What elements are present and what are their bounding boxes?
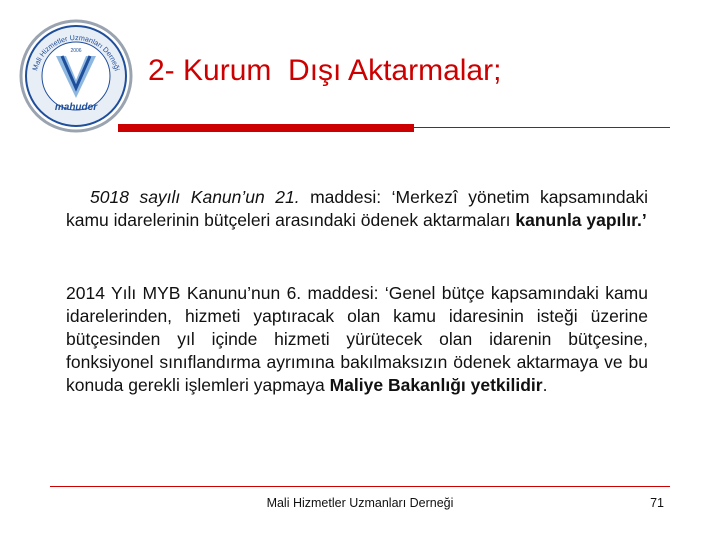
logo-ring-text: Mali Hizmetler Uzmanları Derneği (30, 32, 122, 72)
paragraph2-text: 2014 Yılı MYB Kanunu’nun 6. maddesi: ‘Genel bütçe kapsamındaki kamu idarelerinden, hizmeti yaptıracak olan kamu idaresinin isteği üzerine bütçesinden yıl içinde hizmeti yürütecek olan idarenin bütçesine, fonksiyonel sınıflandırma ayrımına bakılmaksızın ödenek aktarmaya ve bu konuda gerekli işlemleri yapmaya (66, 283, 648, 395)
paragraph1-lead: 5018 sayılı Kanun’un 21. (90, 187, 300, 207)
footer-divider (50, 486, 670, 487)
title-divider-thin (414, 127, 670, 128)
footer-organization: Mali Hizmetler Uzmanları Derneği (266, 496, 454, 510)
paragraph1-bold: kanunla yapılır.’ (515, 210, 647, 230)
logo-wordmark: mahuder (54, 102, 98, 113)
paragraph-law-5018 (66, 186, 648, 232)
paragraph1-text: maddesi: ‘Merkezî yönetim kapsamındaki kamu idarelerinin bütçeleri arasındaki ödenek aktarmaları (66, 187, 649, 230)
paragraph-myb-2014 (66, 282, 648, 397)
paragraph2-tail: . (542, 375, 548, 395)
logo-year: 2006 (70, 48, 82, 54)
title-divider-thick (118, 124, 414, 132)
paragraph2-bold: Maliye Bakanlığı yetkilidir (329, 375, 543, 395)
slide-title: 2- Kurum Dışı Aktarmalar; (148, 54, 502, 87)
organization-logo (18, 18, 134, 134)
page-number: 71 (650, 496, 664, 510)
